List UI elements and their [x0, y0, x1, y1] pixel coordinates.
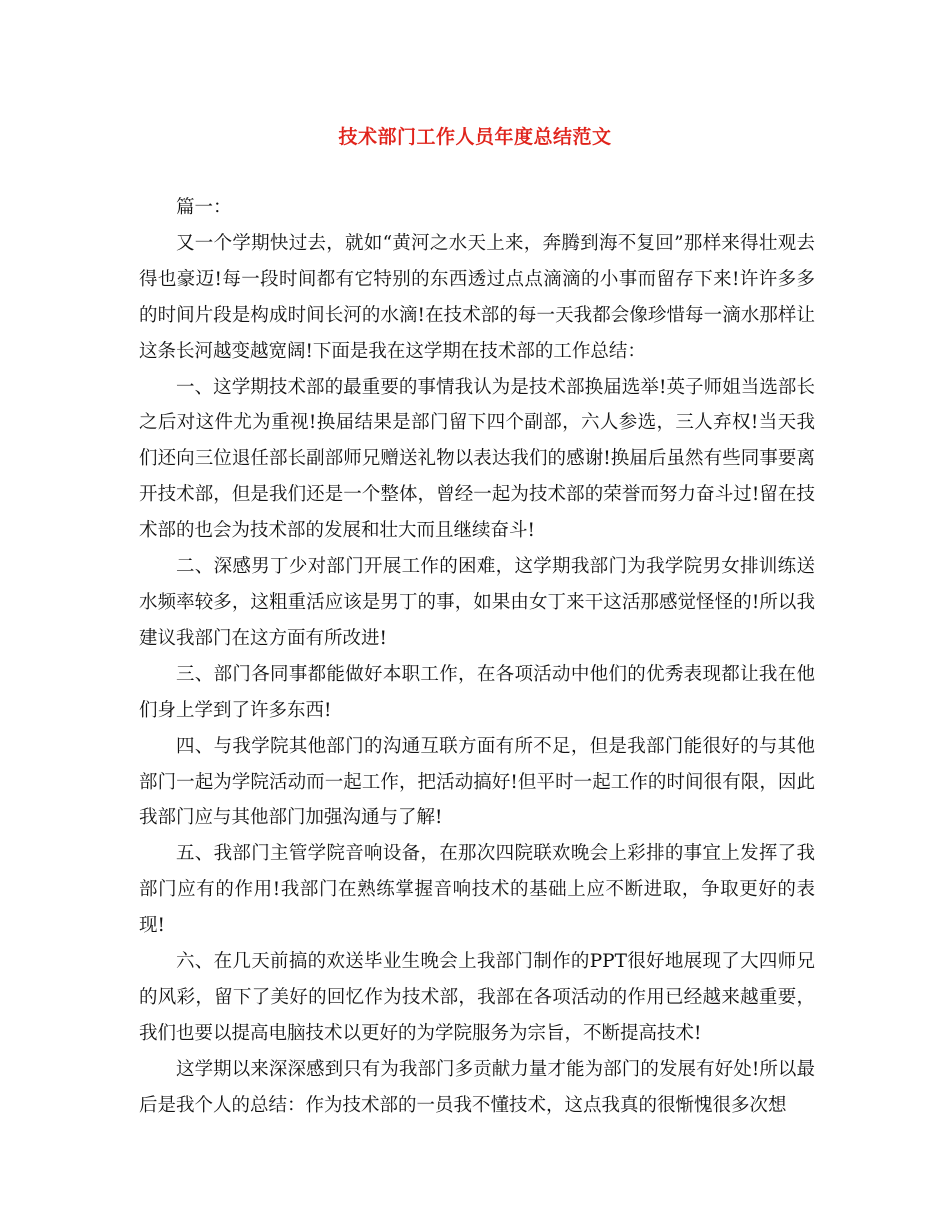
paragraph-point-2: 二、深感男丁少对部门开展工作的困难，这学期我部门为我学院男女排训练送水频率较多，这粗重活应该是男丁的事，如果由女丁来干这活那感觉怪怪的!所以我建议我部门在这方面有所改进!: [139, 556, 815, 649]
paragraph-conclusion: 这学期以来深深感到只有为我部门多贡献力量才能为部门的发展有好处!所以最后是我个人的总结：作为技术部的一员我不懂技术，这点我真的很惭愧很多次想: [139, 1058, 815, 1116]
paragraph-point-5: 五、我部门主管学院音响设备，在那次四院联欢晚会上彩排的事宜上发挥了我部门应有的作用!我部门在熟练掌握音响技术的基础上应不断进取，争取更好的表现!: [139, 843, 816, 937]
paragraph-point-4: 四、与我学院其他部门的沟通互联方面有所不足，但是我部门能很好的与其他部门一起为学院活动而一起工作，把活动搞好!但平时一起工作的时间很有限，因此我部门应与其他部门加强沟通与了解!: [139, 735, 815, 829]
paragraph-intro: 又一个学期快过去，就如“黄河之水天上来，奔腾到海不复回”那样来得壮观去得也豪迈!每一段时间都有它特别的东西透过点点滴滴的小事而留存下来!许许多多的时间片段是构成时间长河的水滴!在技术部的每一天我都会像珍惜每一滴水那样让这条长河越变越宽阔!下面是我在这学期在技术部的工作总结：: [139, 232, 815, 362]
paragraph-point-1: 一、这学期技术部的最重要的事情我认为是技术部换届选举!英子师姐当选部长之后对这件尤为重视!换届结果是部门留下四个副部，六人参选，三人弃权!当天我们还向三位退任部长副部师兄赠送礼物以表达我们的感谢!换届后虽然有些同事要离开技术部，但是我们还是一个整体，曾经一起为技术部的荣誉而努力奋斗过!留在技术部的也会为技术部的发展和壮大而且继续奋斗!: [139, 376, 815, 542]
paragraph-point-3: 三、部门各同事都能做好本职工作，在各项活动中他们的优秀表现都让我在他们身上学到了许多东西!: [139, 663, 815, 721]
document-body: [139, 190, 815, 1124]
paragraph-point-6: 六、在几天前搞的欢送毕业生晚会上我部门制作的PPT很好地展现了大四师兄的风彩，留下了美好的回忆作为技术部，我部在各项活动的作用已经越来越重要，我们也要以提高电脑技术以更好的为学院服务为宗旨，不断提高技术!: [139, 951, 815, 1044]
section-heading: 篇一：: [176, 197, 232, 218]
document-title: 技术部门工作人员年度总结范文: [338, 126, 612, 148]
